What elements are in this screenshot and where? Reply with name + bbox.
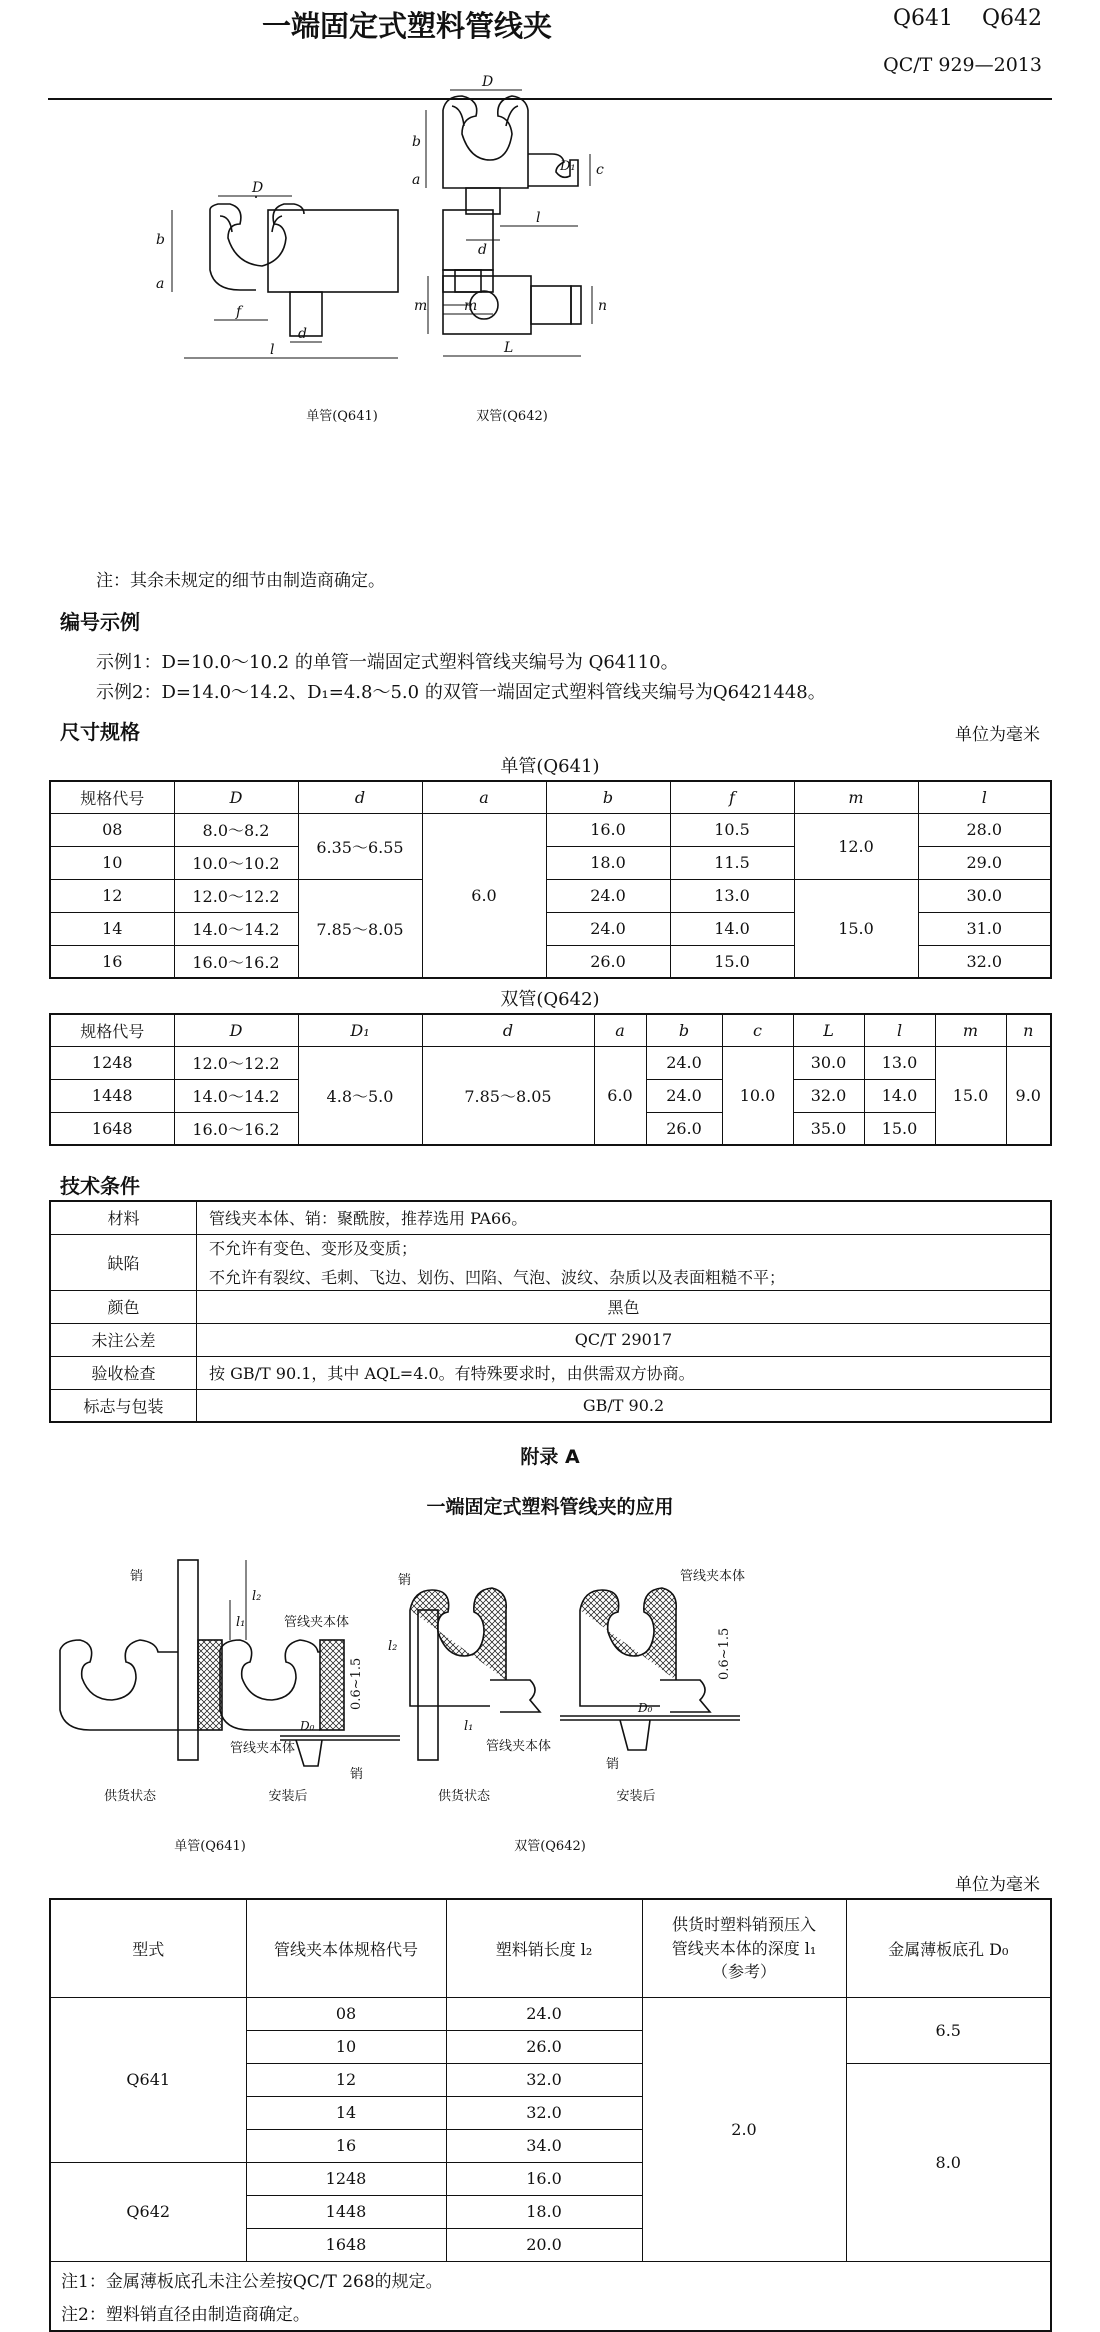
dim-m-double: m — [414, 298, 428, 314]
table-cell: 30.0 — [793, 1046, 864, 1079]
dim-b-single: b — [156, 232, 165, 248]
single-dimensions-table — [49, 780, 1052, 979]
q641-supply-drawing — [60, 1560, 222, 1760]
label-body-q642-installed: 管线夹本体 — [680, 1569, 746, 1584]
table-cell: 16 — [246, 2129, 446, 2162]
col-header: D — [174, 781, 298, 813]
table-cell: 18.0 — [446, 2195, 642, 2228]
table-row — [50, 1234, 1051, 1290]
table-cell: 12.0～12.2 — [174, 879, 298, 912]
table-cell: 14 — [50, 912, 174, 945]
table-cell: Q642 — [50, 2162, 246, 2261]
double-table-caption: 双管(Q642) — [500, 989, 600, 1010]
table-cell: 15.0 — [670, 945, 794, 978]
double-clip-front-view — [443, 96, 578, 214]
dimensions-unit: 单位为毫米 — [955, 725, 1040, 745]
label-l2-q641: l₂ — [252, 1589, 262, 1604]
table-cell: 18.0 — [546, 846, 670, 879]
table-cell: QC/T 29017 — [197, 1323, 1052, 1356]
label-range-q642: 0.6~1.5 — [717, 1627, 732, 1680]
table-row — [50, 1201, 1051, 1234]
example-1: 示例1：D=10.0～10.2 的单管一端固定式塑料管线夹编号为 Q64110。 — [96, 652, 679, 673]
col-header: b — [546, 781, 670, 813]
table-cell: 9.0 — [1006, 1046, 1051, 1145]
table-cell: 31.0 — [918, 912, 1051, 945]
dim-m-single: m — [464, 298, 478, 314]
table-cell: 14.0 — [670, 912, 794, 945]
label-D0-q642: D₀ — [638, 1701, 653, 1715]
dim-d-single: d — [298, 326, 307, 342]
table-cell: 2.0 — [642, 1997, 846, 2261]
application-table — [49, 1898, 1052, 2332]
caption-single-drawing: 单管(Q641) — [306, 409, 378, 424]
label-pin-q641-installed: 销 — [350, 1767, 364, 1782]
table-cell: 按 GB/T 90.1，其中 AQL=4.0。有特殊要求时，由供需双方协商。 — [197, 1356, 1052, 1389]
table-cell: 颜色 — [50, 1290, 197, 1323]
label-installed-q641: 安装后 — [268, 1789, 308, 1804]
dim-L-double: L — [504, 340, 514, 356]
table-cell: 20.0 — [446, 2228, 642, 2261]
label-l1-q641: l₁ — [236, 1615, 246, 1630]
label-pin-q641: 销 — [130, 1569, 144, 1584]
table-cell: 1448 — [50, 1079, 174, 1112]
dim-l-single: l — [270, 342, 275, 358]
caption-single-app: 单管(Q641) — [174, 1839, 246, 1854]
table-cell: 26.0 — [546, 945, 670, 978]
col-header: l — [918, 781, 1051, 813]
table-cell: 6.5 — [846, 1997, 1051, 2063]
table-row — [50, 1290, 1051, 1323]
q642-supply-drawing — [410, 1588, 540, 1760]
table-cell: GB/T 90.2 — [197, 1389, 1052, 1422]
dim-D-single: D — [252, 180, 264, 196]
double-clip-top-view — [443, 276, 581, 334]
standard-number: QC/T 929—2013 — [883, 54, 1042, 76]
single-table-caption: 单管(Q641) — [500, 756, 600, 777]
table-cell: 24.0 — [446, 1997, 642, 2030]
table-cell: 1248 — [246, 2162, 446, 2195]
table-row — [50, 1046, 1051, 1079]
table-cell: 24.0 — [546, 879, 670, 912]
examples-heading: 编号示例 — [60, 610, 140, 634]
col-header: d — [422, 1014, 594, 1046]
dim-d-double: d — [478, 242, 487, 258]
label-installed-q642: 安装后 — [616, 1789, 656, 1804]
table-note-row — [50, 2261, 1051, 2331]
table-cell: 14.0～14.2 — [174, 912, 298, 945]
table-cell: 1448 — [246, 2195, 446, 2228]
table-cell: 13.0 — [864, 1046, 935, 1079]
table-cell: 11.5 — [670, 846, 794, 879]
col-header: a — [594, 1014, 646, 1046]
code-q642: Q642 — [981, 6, 1042, 31]
table-row — [50, 1389, 1051, 1422]
table-cell: 26.0 — [646, 1112, 722, 1145]
col-header: D₁ — [298, 1014, 422, 1046]
label-supply-q641: 供货状态 — [103, 1789, 157, 1804]
table-cell: 08 — [50, 813, 174, 846]
table-cell: 4.8～5.0 — [298, 1046, 422, 1145]
footnote-1: 注1：金属薄板底孔未注公差按QC/T 268的规定。 — [61, 2271, 443, 2292]
table-cell: 16 — [50, 945, 174, 978]
label-pin-q642: 销 — [398, 1573, 412, 1588]
col-header: D — [174, 1014, 298, 1046]
appendix-title: 一端固定式塑料管线夹的应用 — [426, 1496, 674, 1518]
table-cell: 14.0 — [864, 1079, 935, 1112]
col-header: 供货时塑料销预压入 管线夹本体的深度 l₁ （参考） — [642, 1899, 846, 1997]
table-cell: 不允许有变色、变形及变质； 不允许有裂纹、毛刺、飞边、划伤、凹陷、气泡、波纹、杂质以及表面粗糙不平； — [197, 1234, 1052, 1290]
col-header: 金属薄板底孔 D₀ — [846, 1899, 1051, 1997]
table-cell: 32.0 — [793, 1079, 864, 1112]
table-cell: 1648 — [246, 2228, 446, 2261]
label-l1-q642: l₁ — [464, 1719, 474, 1734]
code-q641: Q641 — [892, 6, 953, 31]
table-cell: 12.0～12.2 — [174, 1046, 298, 1079]
table-cell: 16.0～16.2 — [174, 1112, 298, 1145]
table-header-row — [50, 781, 1051, 813]
table-cell: 32.0 — [918, 945, 1051, 978]
table-cell: 14 — [246, 2096, 446, 2129]
appendix-label: 附录 A — [520, 1446, 580, 1468]
table-cell: 12 — [246, 2063, 446, 2096]
label-supply-q642: 供货状态 — [437, 1789, 491, 1804]
col-header: 管线夹本体规格代号 — [246, 1899, 446, 1997]
clip-drawings — [156, 74, 880, 590]
dim-D1-double: D₁ — [560, 159, 576, 174]
table-cell: 16.0 — [546, 813, 670, 846]
dim-f-single: f — [236, 304, 242, 320]
table-cell: 黑色 — [197, 1290, 1052, 1323]
table-cell: 10.0 — [722, 1046, 793, 1145]
appendix-unit: 单位为毫米 — [955, 1875, 1040, 1895]
label-body-q641-installed: 管线夹本体 — [284, 1615, 350, 1630]
table-cell: 28.0 — [918, 813, 1051, 846]
col-header: 型式 — [50, 1899, 246, 1997]
table-cell: 15.0 — [864, 1112, 935, 1145]
table-cell: 8.0～8.2 — [174, 813, 298, 846]
table-row — [50, 813, 1051, 846]
table-header-row — [50, 1014, 1051, 1046]
table-cell: 30.0 — [918, 879, 1051, 912]
dim-D-double: D — [482, 74, 494, 90]
table-cell: 12 — [50, 879, 174, 912]
application-drawings — [60, 1540, 1050, 1870]
table-cell: 15.0 — [794, 879, 918, 978]
example-2: 示例2：D=14.0～14.2、D₁=4.8～5.0 的双管一端固定式塑料管线夹编号为Q6421448。 — [96, 682, 826, 703]
label-l2-q642: l₂ — [388, 1639, 398, 1654]
dim-c-double: c — [596, 162, 604, 178]
table-cell: 26.0 — [446, 2030, 642, 2063]
table-cell: 32.0 — [446, 2096, 642, 2129]
col-header: 塑料销长度 l₂ — [446, 1899, 642, 1997]
q642-installed-drawing — [560, 1588, 740, 1750]
drawing-note: 注：其余未规定的细节由制造商确定。 — [96, 571, 385, 591]
caption-double-drawing: 双管(Q642) — [476, 409, 548, 424]
col-header: b — [646, 1014, 722, 1046]
table-cell: 24.0 — [546, 912, 670, 945]
dim-b-double: b — [412, 134, 421, 150]
table-cell: 14.0～14.2 — [174, 1079, 298, 1112]
table-cell: 10.0～10.2 — [174, 846, 298, 879]
dim-n-double: n — [598, 298, 608, 314]
dim-a-single: a — [156, 276, 165, 292]
col-header: 规格代号 — [50, 781, 174, 813]
tech-heading: 技术条件 — [60, 1174, 140, 1198]
table-cell: 1248 — [50, 1046, 174, 1079]
table-cell: 管线夹本体、销：聚酰胺，推荐选用 PA66。 — [197, 1201, 1052, 1234]
table-cell: Q641 — [50, 1997, 246, 2162]
label-pin-q642-installed: 销 — [606, 1757, 620, 1772]
table-cell: 验收检查 — [50, 1356, 197, 1389]
table-row — [50, 1997, 1051, 2030]
dim-a-double: a — [412, 172, 421, 188]
table-cell: 1648 — [50, 1112, 174, 1145]
double-dimensions-table — [49, 1013, 1052, 1146]
table-cell: 8.0 — [846, 2063, 1051, 2261]
col-header: l — [864, 1014, 935, 1046]
table-cell: 24.0 — [646, 1079, 722, 1112]
table-cell: 13.0 — [670, 879, 794, 912]
col-header: 规格代号 — [50, 1014, 174, 1046]
table-cell: 10 — [50, 846, 174, 879]
header-rule — [48, 98, 1052, 100]
table-row — [50, 1356, 1051, 1389]
caption-double-app: 双管(Q642) — [514, 1839, 586, 1854]
dimensions-heading: 尺寸规格 — [60, 720, 140, 744]
table-cell: 32.0 — [446, 2063, 642, 2096]
table-cell: 12.0 — [794, 813, 918, 879]
table-cell: 6.0 — [422, 813, 546, 978]
table-cell: 7.85～8.05 — [422, 1046, 594, 1145]
table-cell: 未注公差 — [50, 1323, 197, 1356]
table-cell: 16.0 — [446, 2162, 642, 2195]
col-header: a — [422, 781, 546, 813]
table-cell: 缺陷 — [50, 1234, 197, 1290]
table-cell: 10 — [246, 2030, 446, 2063]
table-cell: 34.0 — [446, 2129, 642, 2162]
label-D0-q641: D₀ — [300, 1719, 315, 1733]
col-header: c — [722, 1014, 793, 1046]
col-header: m — [794, 781, 918, 813]
table-row — [50, 1323, 1051, 1356]
table-cell: 标志与包装 — [50, 1389, 197, 1422]
table-cell: 24.0 — [646, 1046, 722, 1079]
table-cell: 08 — [246, 1997, 446, 2030]
col-header: d — [298, 781, 422, 813]
label-body-q642: 管线夹本体 — [486, 1739, 552, 1754]
table-header-row — [50, 1899, 1051, 1997]
table-cell: 10.5 — [670, 813, 794, 846]
table-cell: 7.85～8.05 — [298, 879, 422, 978]
table-cell: 6.0 — [594, 1046, 646, 1145]
col-header: n — [1006, 1014, 1051, 1046]
table-cell: 16.0～16.2 — [174, 945, 298, 978]
table-cell — [50, 2261, 1051, 2331]
col-header: f — [670, 781, 794, 813]
col-header: m — [935, 1014, 1006, 1046]
table-cell: 35.0 — [793, 1112, 864, 1145]
product-codes — [871, 6, 1042, 31]
table-cell: 材料 — [50, 1201, 197, 1234]
col-header: L — [793, 1014, 864, 1046]
table-cell: 15.0 — [935, 1046, 1006, 1145]
table-cell: 29.0 — [918, 846, 1051, 879]
tech-conditions-table — [49, 1200, 1052, 1423]
footnote-2: 注2：塑料销直径由制造商确定。 — [61, 2304, 310, 2325]
table-cell: 6.35～6.55 — [298, 813, 422, 879]
label-range-q641: 0.6~1.5 — [349, 1657, 364, 1710]
label-body-q641: 管线夹本体 — [230, 1741, 296, 1756]
table-row — [50, 879, 1051, 912]
page-title: 一端固定式塑料管线夹 — [262, 9, 553, 43]
dim-l-double: l — [536, 210, 541, 226]
